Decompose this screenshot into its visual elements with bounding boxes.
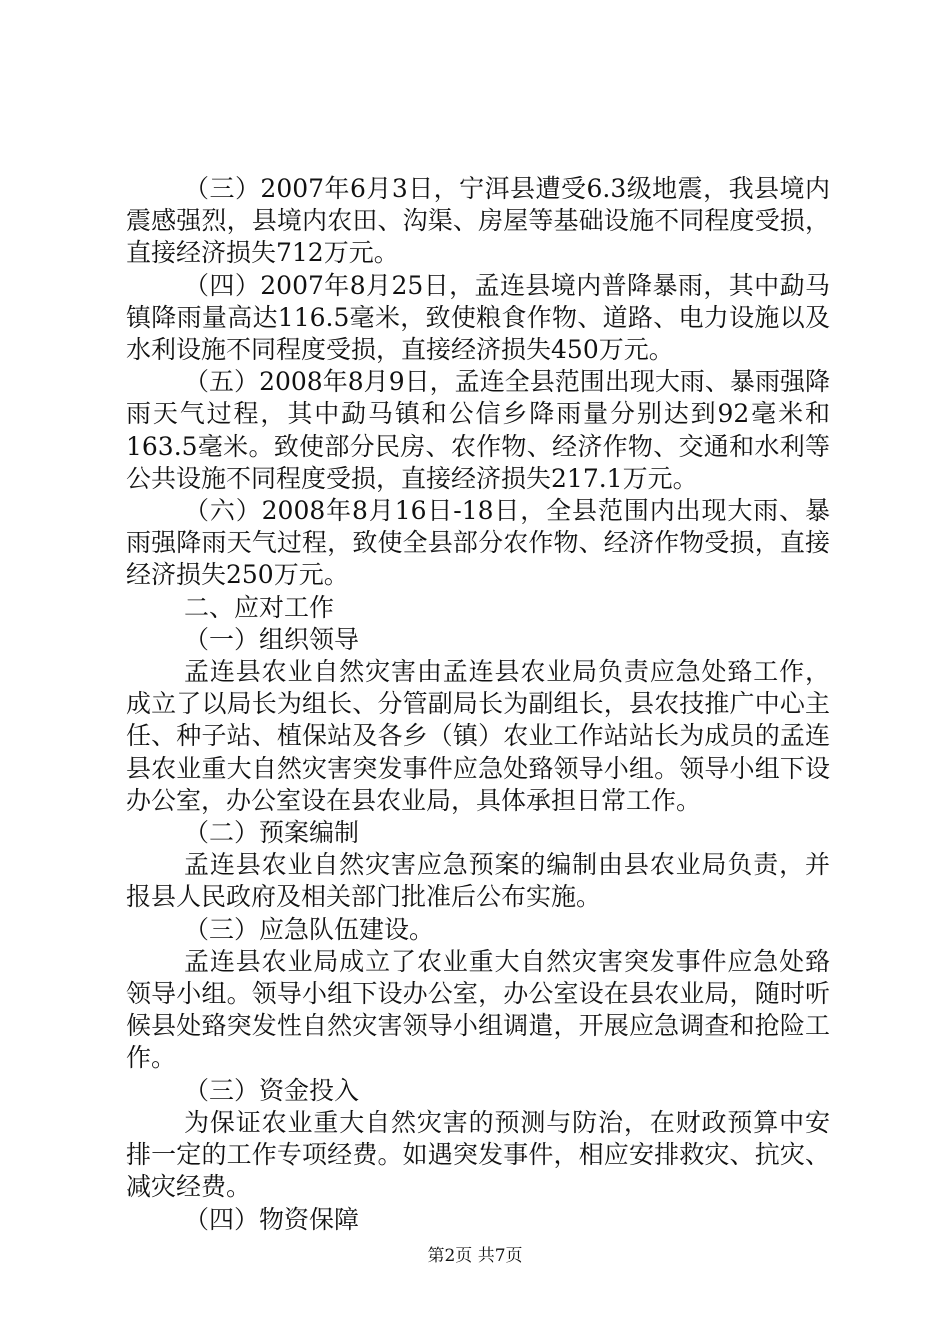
paragraph-funding: 为保证农业重大自然灾害的预测与防治，在财政预算中安排一定的工作专项经费。如遇突发事件，相应安排救灾、抗灾、减灾经费。 [126, 1107, 830, 1202]
document-body [126, 173, 830, 1236]
paragraph-earthquake-2007: （三）2007年6月3日，宁洱县遭受6.3级地震，我县境内震感强烈，县境内农田、沟渠、房屋等基础设施不同程度受损，直接经济损失712万元。 [126, 174, 830, 268]
page-footer: 第2页 共7页 [427, 1246, 523, 1266]
section-heading-response: 二、应对工作 [184, 592, 335, 622]
paragraph-rainstorm-2008-aug16: （六）2008年8月16日-18日，全县范围内出现大雨、暴雨强降雨天气过程，致使全县部分农作物、经济作物受损，直接经济损失250万元。 [126, 496, 830, 590]
paragraph-plan: 孟连县农业自然灾害应急预案的编制由县农业局负责，并报县人民政府及相关部门批准后公布实施。 [126, 850, 830, 912]
subheading-funding: （三）资金投入 [184, 1075, 360, 1105]
paragraph-rainstorm-2008-aug9: （五）2008年8月9日，孟连全县范围出现大雨、暴雨强降雨天气过程，其中勐马镇和公信乡降雨量分别达到92毫米和163.5毫米。致使部分民房、农作物、经济作物、交通和水利等公共设施不同程度受损，直接经济损失217.1万元。 [126, 367, 830, 493]
subheading-team: （三）应急队伍建设。 [184, 914, 435, 944]
subheading-organization: （一）组织领导 [184, 624, 360, 654]
paragraph-rainstorm-2007: （四）2007年8月25日，孟连县境内普降暴雨，其中勐马镇降雨量高达116.5毫米，致使粮食作物、道路、电力设施以及水利设施不同程度受损，直接经济损失450万元。 [126, 270, 830, 365]
paragraph-organization: 孟连县农业自然灾害由孟连县农业局负责应急处臵工作，成立了以局长为组长、分管副局长为副组长，县农技推广中心主任、种子站、植保站及各乡（镇）农业工作站站长为成员的孟连县农业重大自然灾害突发事件应急处臵领导小组。领导小组下设办公室，办公室设在县农业局，具体承担日常工作。 [126, 657, 830, 815]
paragraph-team: 孟连县农业局成立了农业重大自然灾害突发事件应急处臵领导小组。领导小组下设办公室，办公室设在县农业局，随时听候县处臵突发性自然灾害领导小组调遣，开展应急调查和抢险工作。 [126, 946, 830, 1073]
subheading-plan: （二）预案编制 [184, 818, 360, 848]
subheading-supplies: （四）物资保障 [184, 1204, 360, 1234]
